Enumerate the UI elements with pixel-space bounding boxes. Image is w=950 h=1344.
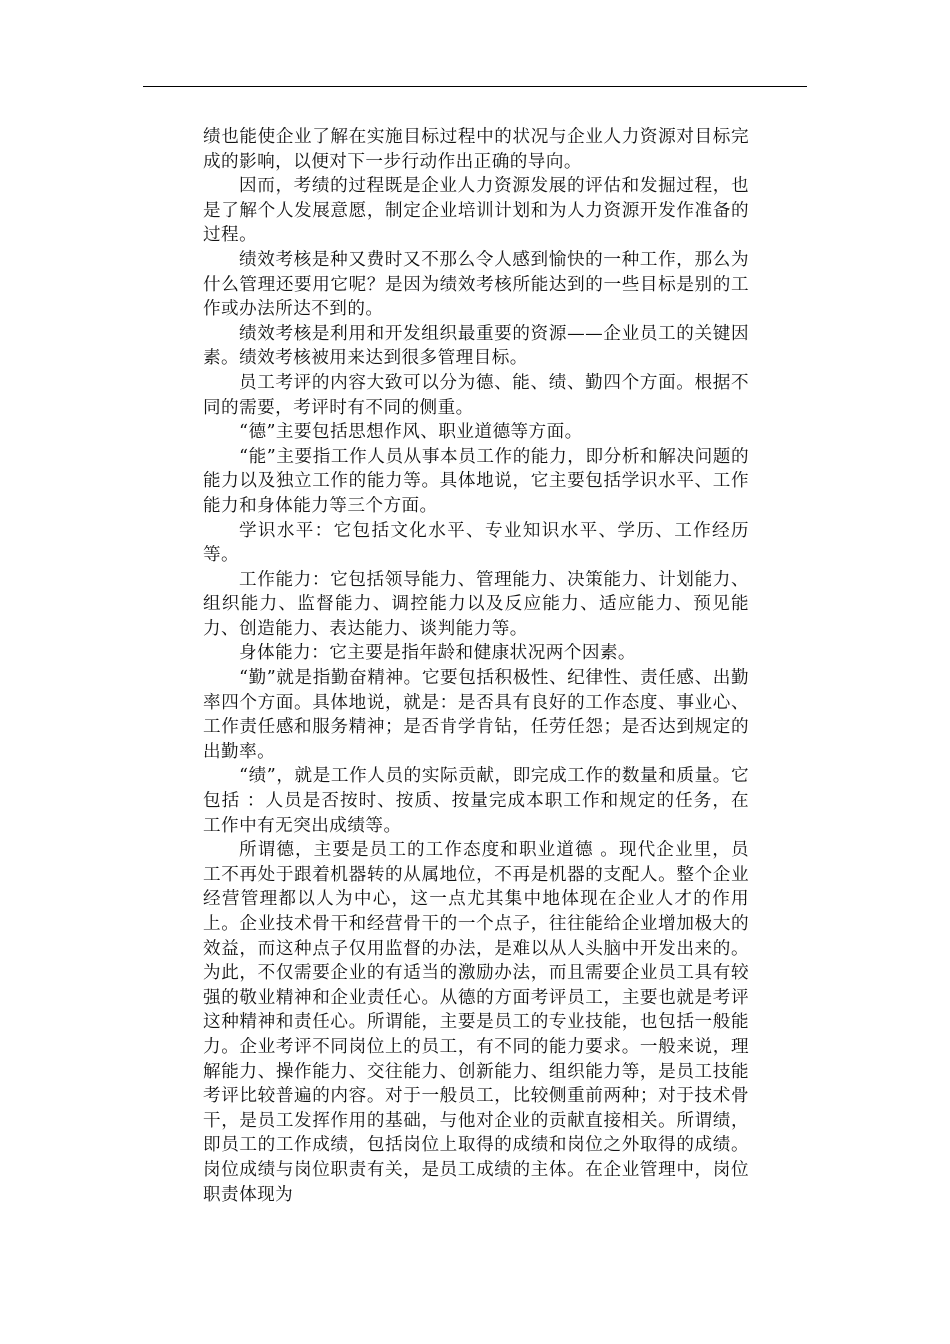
paragraph-3: 绩效考核是种又费时又不那么令人感到愉快的一种工作，那么为什么管理还要用它呢？是因为绩效考核所能达到的一些目标是别的工作或办法所达不到的。 xyxy=(203,249,749,320)
document-body xyxy=(203,125,749,1207)
paragraph-10: 身体能力：它主要是指年龄和健康状况两个因素。 xyxy=(239,643,636,664)
paragraph-5: 员工考评的内容大致可以分为德、能、绩、勤四个方面。根据不同的需要，考评时有不同的侧重。 xyxy=(203,372,749,418)
paragraph-4: 绩效考核是利用和开发组织最重要的资源——企业员工的关键因素。绩效考核被用来达到很多管理目标。 xyxy=(203,323,749,369)
paragraph-12: “绩”，就是工作人员的实际贡献，即完成工作的数量和质量。它包括 ：人员是否按时、按质、按量完成本职工作和规定的任务，在工作中有无突出成绩等。 xyxy=(203,766,749,836)
paragraph-6: “德”主要包括思想作风、职业道德等方面。 xyxy=(239,422,583,443)
paragraph-8: 学识水平：它包括文化水平、专业知识水平、学历、工作经历等。 xyxy=(203,520,749,566)
paragraph-9: 工作能力：它包括领导能力、管理能力、决策能力、计划能力、组织能力、监督能力、调控能力以及反应能力、适应能力、预见能力、创造能力、表达能力、谈判能力等。 xyxy=(203,569,749,639)
paragraph-1: 绩也能使企业了解在实施目标过程中的状况与企业人力资源对目标完成的影响，以便对下一步行动作出正确的导向。 xyxy=(203,127,749,172)
paragraph-2: 因而，考绩的过程既是企业人力资源发展的评估和发掘过程，也是了解个人发展意愿，制定企业培训计划和为人力资源开发作准备的过程。 xyxy=(203,176,749,246)
header-rule xyxy=(143,86,807,87)
paragraph-13: 所谓德，主要是员工的工作态度和职业道德 。现代企业里，员工不再处于跟着机器转的从属地位，不再是机器的支配人。整个企业经营管理都以人为中心，这一点尤其集中地体现在企业人才的作用上。企业技术骨干和经营骨干的一个点子，往往能给企业增加极大的效益，而这种点子仅用监督的办法，是难以从人头脑中开发出来的。为此，不仅需要企业的有适当的激励办法，而且需要企业员工具有较强的敬业精神和企业责任心。从德的方面考评员工，主要也就是考评这种精神和责任心。所谓能，主要是员工的专业技能，也包括一般能力。企业考评不同岗位上的员工，有不同的能力要求。一般来说，理解能力、操作能力、交往能力、创新能力、组织能力等，是员工技能考评比较普遍的内容。对于一般员工，比较侧重前两种；对于技术骨干，是员工发挥作用的基础，与他对企业的贡献直接相关。所谓绩，即员工的工作成绩，包括岗位上取得的成绩和岗位之外取得的成绩。岗位成绩与岗位职责有关，是员工成绩的主体。在企业管理中，岗位职责体现为 xyxy=(203,840,749,1205)
paragraph-7: “能”主要指工作人员从事本员工作的能力，即分析和解决问题的能力以及独立工作的能力等。具体地说，它主要包括学识水平、工作能力和身体能力等三个方面。 xyxy=(203,446,749,516)
paragraph-11: “勤”就是指勤奋精神。它要包括积极性、纪律性、责任感、出勤率四个方面。具体地说，就是：是否具有良好的工作态度、事业心、工作责任感和服务精神；是否肯学肯钻，任劳任怨；是否达到规定的出勤率。 xyxy=(203,668,749,762)
